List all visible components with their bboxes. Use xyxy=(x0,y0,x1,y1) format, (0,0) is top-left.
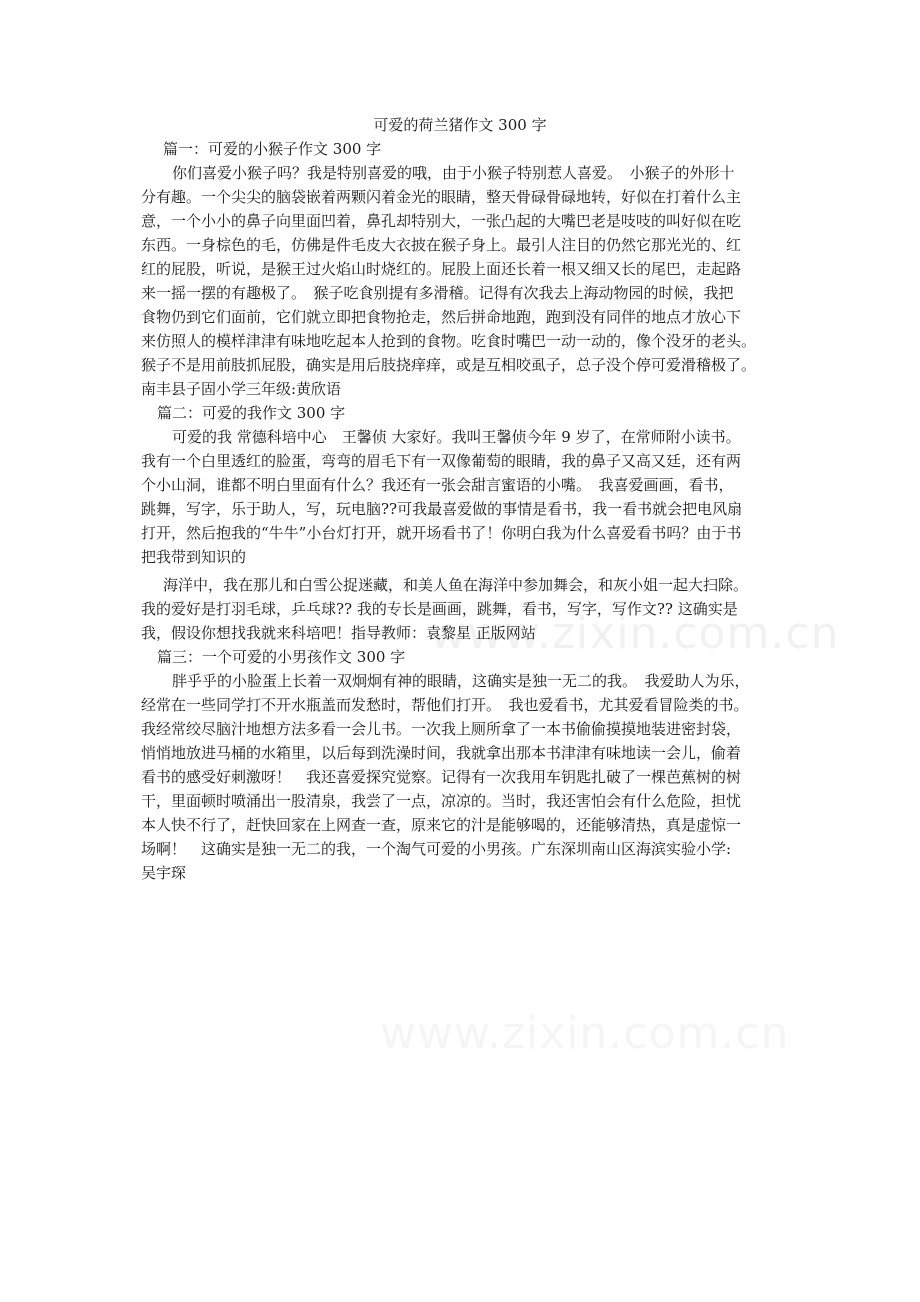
paragraph-line: 胖乎乎的小脸蛋上长着一双炯炯有神的眼睛，这确实是独一无二的我。 我爱助人为乐， xyxy=(172,672,750,690)
paragraph-line: 我，假设你想找我就来科培吧！指导教师：袁黎星 正版网站 xyxy=(141,624,536,642)
watermark-text-lower xyxy=(380,1008,789,1059)
paragraph-line: 我的爱好是打羽毛球，乒乓球?? 我的专长是画画，跳舞，看书，写字，写作文?? 这确实是 xyxy=(141,600,738,618)
paragraph-line: 个小山洞，谁都不明白里面有什么？我还有一张会甜言蜜语的小嘴。 我喜爱画画，看书， xyxy=(141,476,734,494)
paragraph-line: 场啊！ 这确实是独一无二的我，一个淘气可爱的小男孩。广东深圳南山区海滨实验小学: xyxy=(141,840,732,858)
paragraph-line: 我经常绞尽脑汁地想方法多看一会儿书。一次我上厕所拿了一本书偷偷摸摸地装进密封袋， xyxy=(141,720,742,738)
paragraph-line: 分有趣。一个尖尖的脑袋嵌着两颗闪着金光的眼睛，整天骨碌骨碌地转，好似在打着什么主 xyxy=(141,188,742,206)
paragraph-line: 干，里面顿时喷涌出一股清泉，我尝了一点，凉凉的。当时，我还害怕会有什么危险，担忧 xyxy=(141,792,742,810)
paragraph-line: 猴子不是用前肢抓屁股，确实是用后肢挠痒痒，或是互相咬虱子，总子没个停可爱滑稽极了。 xyxy=(141,356,757,374)
paragraph-line: 跳舞，写字，乐于助人，写，玩电脑??可我最喜爱做的事情是看书，我一看书就会把电风扇 xyxy=(141,500,743,518)
document-title: 可爱的荷兰猪作文 300 字 xyxy=(373,116,547,134)
section-heading: 篇三：一个可爱的小男孩作文 300 字 xyxy=(157,648,406,666)
paragraph-line: 意，一个小小的鼻子向里面凹着，鼻孔却特别大，一张凸起的大嘴巴老是吱吱的叫好似在吃 xyxy=(141,212,742,230)
section-heading: 篇一：可爱的小猴子作文 300 字 xyxy=(163,140,382,158)
paragraph-line: 吴宇琛 xyxy=(141,864,187,882)
watermark-text: www.zixin.com.cn xyxy=(430,608,840,659)
paragraph-line: 看书的感受好刺激呀！ 我还喜爱探究觉察。记得有一次我用车钥匙扎破了一棵芭蕉树的树 xyxy=(141,768,742,786)
paragraph-line: 经常在一些同学打不开水瓶盖而发愁时，帮他们打开。 我也爱看书，尤其爱看冒险类的书。 xyxy=(141,696,749,714)
paragraph-line: 把我带到知识的 xyxy=(141,548,247,566)
paragraph-line: 来仿照人的模样津津有味地吃起本人抢到的食物。吃食时嘴巴一动一动的，像个没牙的老头。 xyxy=(141,332,757,350)
paragraph-line: 海洋中，我在那儿和白雪公捉迷藏，和美人鱼在海洋中参加舞会，和灰小姐一起大扫除。 xyxy=(163,576,749,594)
paragraph-line: 来一摇一摆的有趣极了。 猴子吃食别提有多滑稽。记得有次我去上海动物园的时候，我把 xyxy=(141,284,734,302)
paragraph-line: 南丰县子固小学三年级:黄欣语 xyxy=(141,380,342,398)
paragraph-line: 悄悄地放进马桶的水箱里，以后每到洗澡时间，我就拿出那本书津津有味地读一会儿，偷着 xyxy=(141,744,742,762)
paragraph-line: 你们喜爱小猴子吗？我是特别喜爱的哦，由于小猴子特别惹人喜爱。 小猴子的外形十 xyxy=(172,164,735,182)
paragraph-line: 打开，然后抱我的“牛牛”小台灯打开，就开场看书了！你明白我为什么喜爱看书吗？由于书 xyxy=(141,524,742,542)
paragraph-line: 本人快不行了，赶快回家在上网查一查，原来它的汁是能够喝的，还能够清热，真是虚惊一 xyxy=(141,816,742,834)
paragraph-line: 我有一个白里透红的脸蛋，弯弯的眉毛下有一双像葡萄的眼睛，我的鼻子又高又廷，还有两 xyxy=(141,452,742,470)
paragraph-line: 食物仍到它们面前，它们就立即把食物抢走，然后拼命地跑，跑到没有同伴的地点才放心下 xyxy=(141,308,742,326)
section-heading: 篇二：可爱的我作文 300 字 xyxy=(157,404,346,422)
paragraph-line: 可爱的我 常德科培中心 王馨侦 大家好。我叫王馨侦今年 9 岁了，在常师附小读书。 xyxy=(172,428,741,446)
paragraph-line: 东西。一身棕色的毛，仿佛是件毛皮大衣披在猴子身上。最引人注目的仍然它那光光的、红 xyxy=(141,236,742,254)
paragraph-line: 红的屁股，听说，是猴王过火焰山时烧红的。屁股上面还长着一根又细又长的尾巴，走起路 xyxy=(141,260,742,278)
